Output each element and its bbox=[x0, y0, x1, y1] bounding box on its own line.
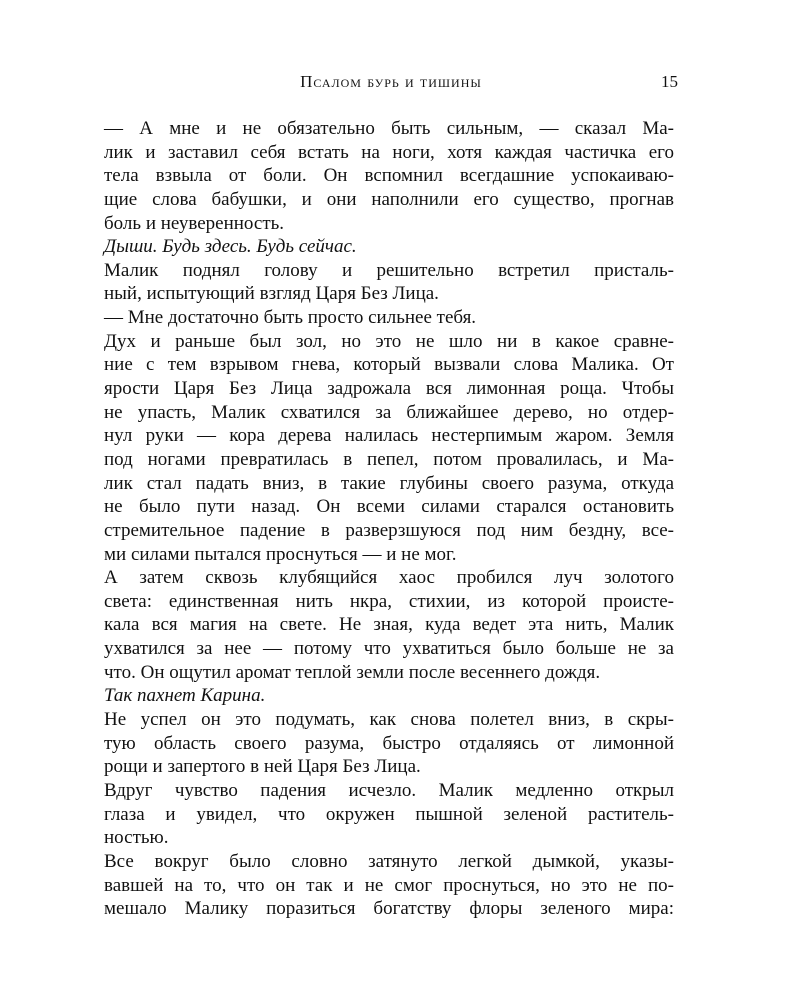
text-line: — А мне и не обязательно быть сильным, — сказал Ма- bbox=[104, 118, 674, 139]
text-line: Дыши. Будь здесь. Будь сейчас. bbox=[104, 236, 357, 258]
text-line: рощи и запертого в ней Царя Без Лица. bbox=[104, 756, 421, 778]
text-line: лик и заставил себя встать на ноги, хотя каждая частичка его bbox=[104, 141, 674, 163]
text-line: под ногами превратилась в пепел, потом провалилась, и Ма- bbox=[104, 448, 674, 470]
text-line: тела взвыла от боли. Он вспомнил всегдашние успокаиваю- bbox=[104, 165, 674, 187]
page-number: 15 bbox=[661, 72, 678, 91]
text-line: не упасть, Малик схватился за ближайшее дерево, но отдер- bbox=[104, 401, 674, 423]
text-line: света: единственная нить нкра, стихии, из которой происте- bbox=[104, 590, 674, 612]
text-line: что. Он ощутил аромат теплой земли после весеннего дождя. bbox=[104, 661, 601, 683]
running-header bbox=[104, 72, 678, 98]
text-line: тую область своего разума, быстро отдаляясь от лимонной bbox=[104, 732, 674, 754]
text-line: ярости Царя Без Лица задрожала вся лимонная роща. Чтобы bbox=[104, 378, 674, 400]
text-line: не было пути назад. Он всеми силами старался остановить bbox=[104, 496, 674, 518]
text-line: ностью. bbox=[104, 827, 169, 849]
running-title: Псалом бурь и тишины bbox=[300, 72, 482, 91]
text-line: боль и неуверенность. bbox=[104, 212, 285, 234]
text-line: Не успел он это подумать, как снова полетел вниз, в скры- bbox=[104, 709, 674, 731]
body-text bbox=[104, 117, 674, 921]
text-line: глаза и увидел, что окружен пышной зеленой раститель- bbox=[104, 803, 674, 825]
text-line: мешало Малику поразиться богатству флоры зеленого мира: bbox=[104, 898, 674, 920]
text-line: вавшей на то, что он так и не смог проснуться, но это не по- bbox=[104, 874, 674, 896]
text-line: ми силами пытался проснуться — и не мог. bbox=[104, 543, 457, 565]
text-line: ухватился за нее — потому что ухватиться было больше не за bbox=[104, 638, 674, 660]
text-line: лик стал падать вниз, в такие глубины своего разума, откуда bbox=[104, 472, 674, 494]
text-line: нул руки — кора дерева налилась нестерпимым жаром. Земля bbox=[104, 425, 674, 447]
text-line: Вдруг чувство падения исчезло. Малик медленно открыл bbox=[104, 779, 674, 801]
text-line: ный, испытующий взгляд Царя Без Лица. bbox=[104, 283, 439, 305]
text-line: А затем сквозь клубящийся хаос пробился луч золотого bbox=[104, 567, 674, 589]
text-line: щие слова бабушки, и они наполнили его существо, прогнав bbox=[104, 188, 674, 210]
text-line: кала вся магия на свете. Не зная, куда ведет эта нить, Малик bbox=[104, 614, 674, 636]
text-line: — Мне достаточно быть просто сильнее тебя. bbox=[104, 307, 477, 329]
text-line: Малик поднял голову и решительно встретил присталь- bbox=[104, 259, 674, 281]
text-line: Все вокруг было словно затянуто легкой дымкой, указы- bbox=[104, 850, 674, 872]
text-line: ние с тем взрывом гнева, который вызвали слова Малика. От bbox=[104, 354, 674, 376]
text-line: Дух и раньше был зол, но это не шло ни в какое сравне- bbox=[104, 330, 674, 352]
text-line: Так пахнет Карина. bbox=[104, 685, 266, 707]
text-line: стремительное падение в разверзшуюся под ним бездну, все- bbox=[104, 519, 674, 541]
